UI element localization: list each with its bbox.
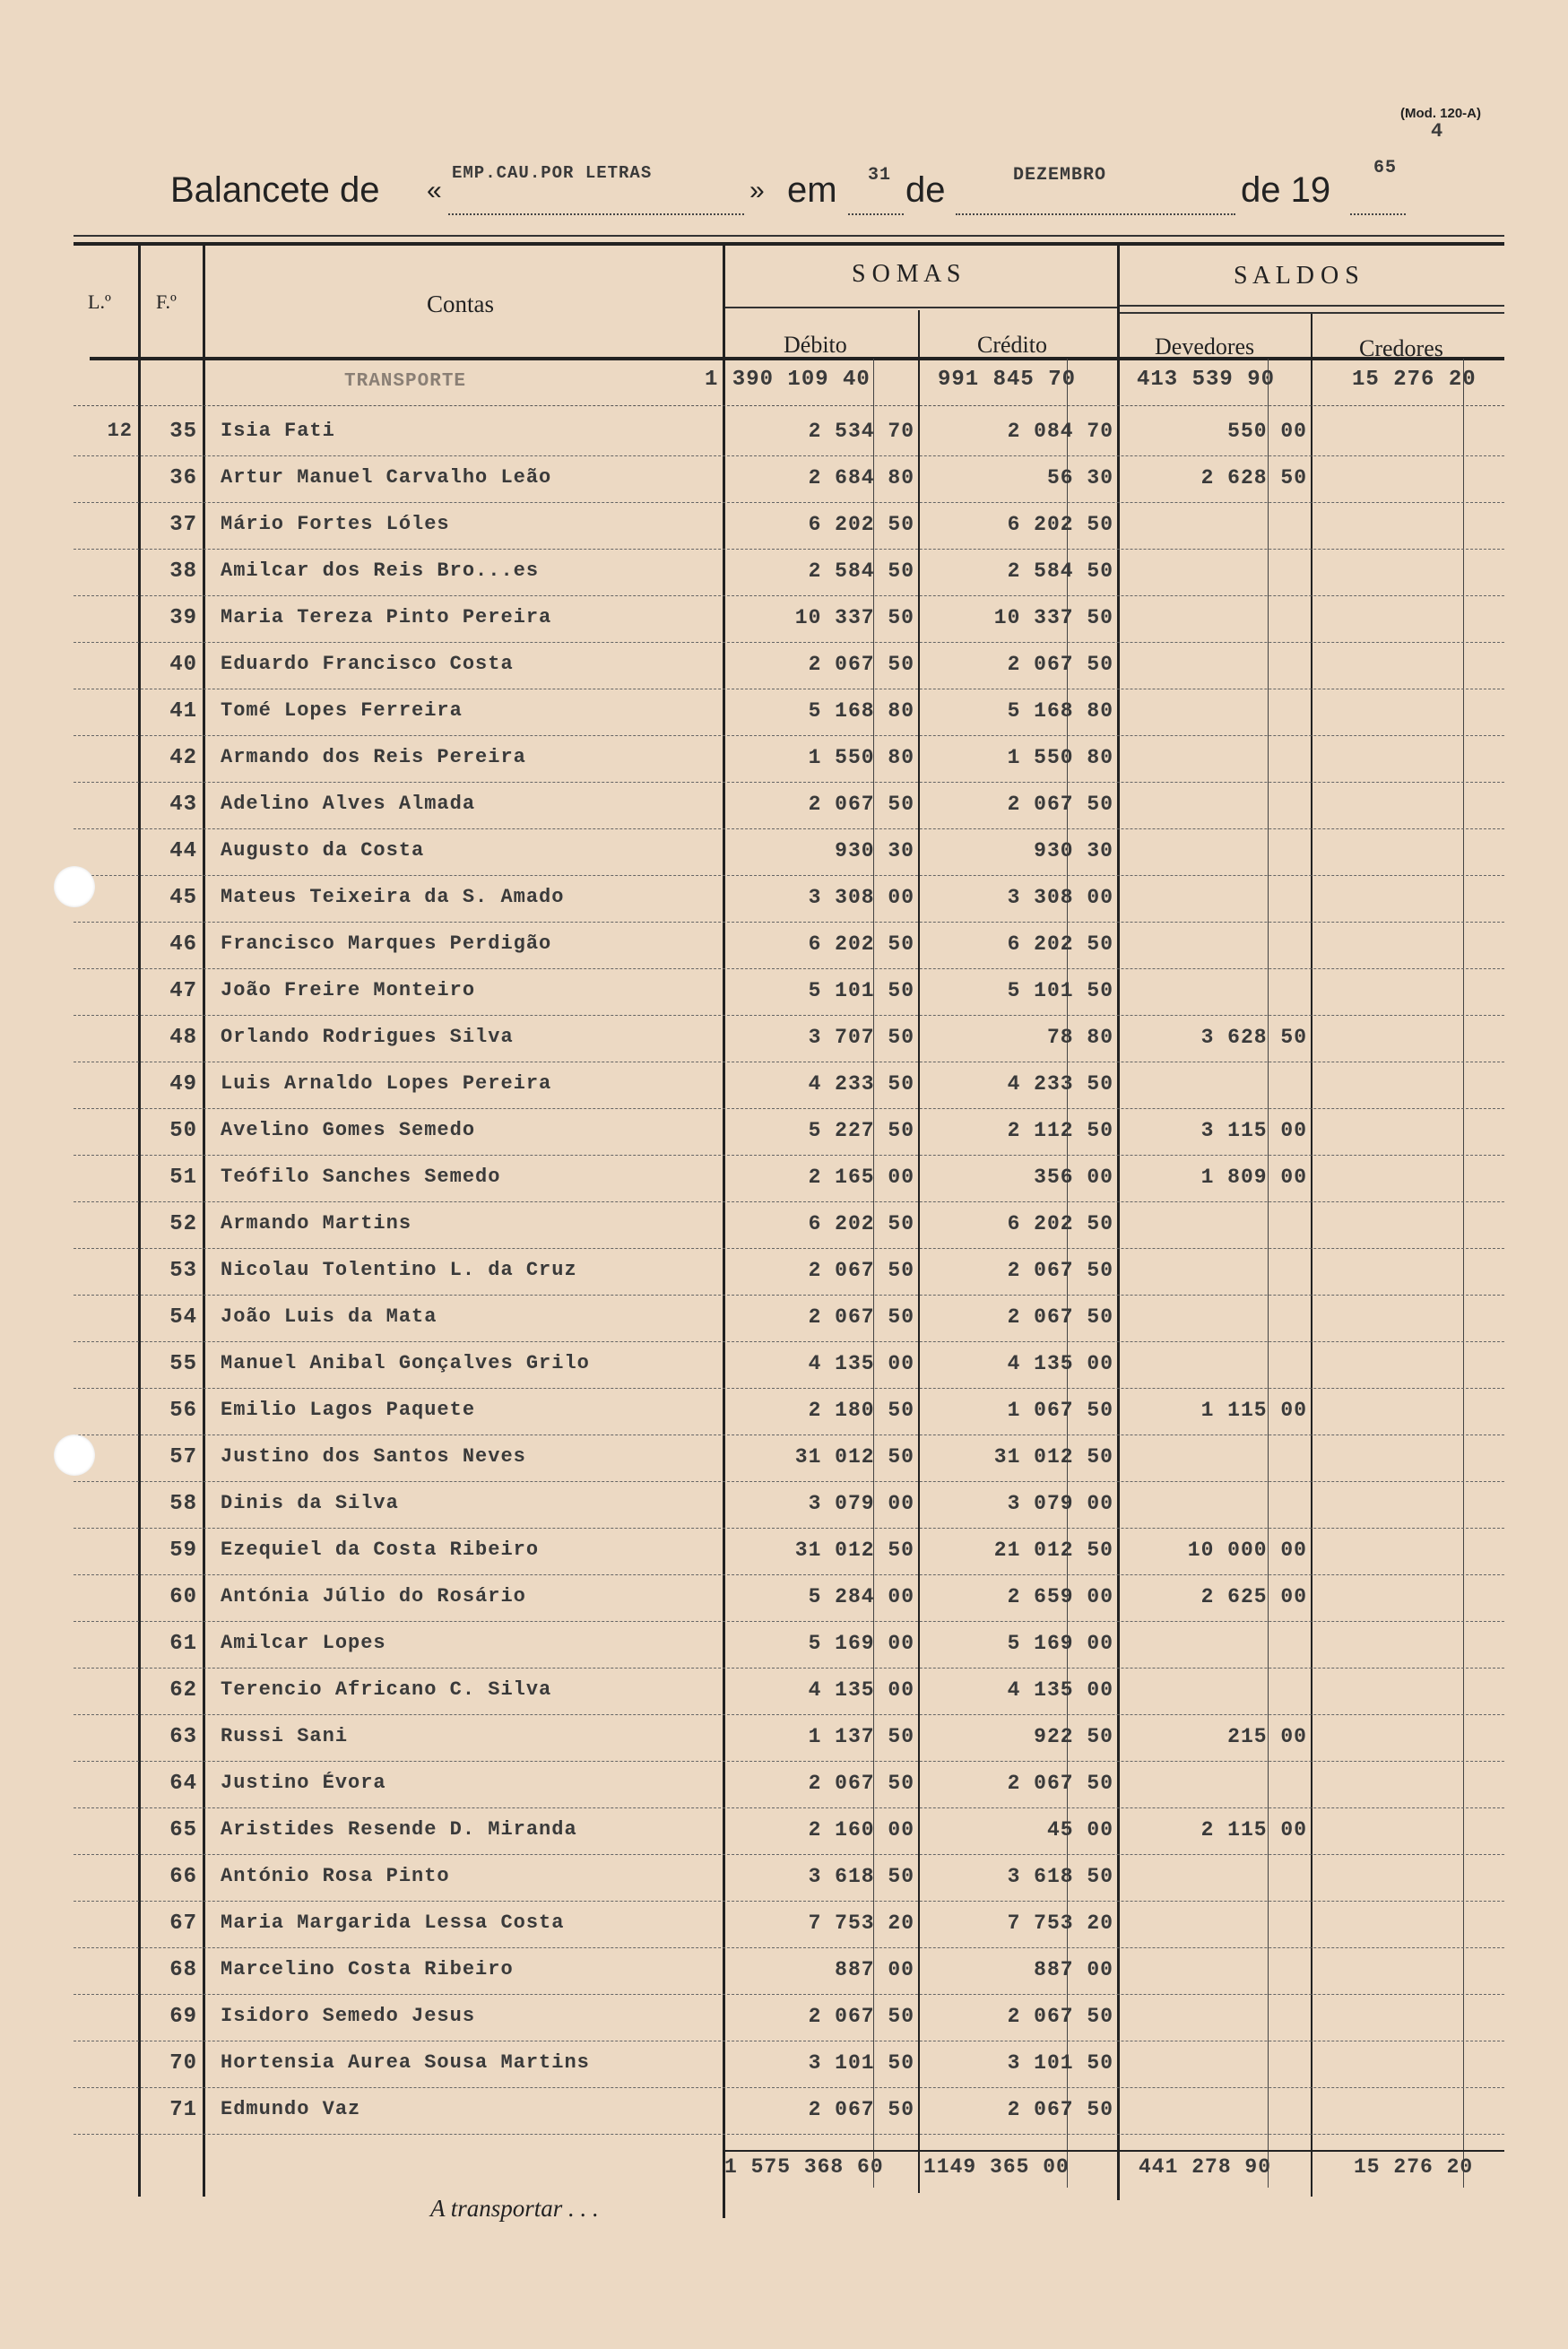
- row-rule: [74, 735, 1504, 736]
- transporte-credores: 15 276 20: [1352, 368, 1477, 392]
- row-rule: [74, 1668, 1504, 1669]
- header-debito: Débito: [784, 332, 847, 358]
- row-conta: Terencio Africano C. Silva: [221, 1678, 552, 1701]
- row-folha: 44: [169, 839, 197, 863]
- row-debito: 3 707 50: [808, 1026, 914, 1049]
- row-credito: 1 067 50: [1007, 1399, 1113, 1422]
- row-folha: 62: [169, 1678, 197, 1703]
- row-folha: 38: [169, 559, 197, 584]
- table-row: [0, 1576, 1568, 1623]
- row-debito: 2 067 50: [808, 2098, 914, 2121]
- row-folha: 43: [169, 793, 197, 817]
- row-conta: António Rosa Pinto: [221, 1865, 450, 1887]
- row-rule: [74, 455, 1504, 456]
- table-row: [0, 1296, 1568, 1343]
- row-debito: 3 308 00: [808, 886, 914, 909]
- de-label: de: [905, 170, 946, 210]
- row-credito: 4 135 00: [1007, 1678, 1113, 1702]
- row-debito: 2 067 50: [808, 653, 914, 676]
- transporte-label: TRANSPORTE: [344, 371, 467, 392]
- row-debito: 5 168 80: [808, 699, 914, 723]
- em-label: em: [787, 170, 837, 210]
- punch-hole-bottom: [54, 1435, 95, 1476]
- row-debito: 5 101 50: [808, 979, 914, 1002]
- year-underline: [1350, 213, 1406, 215]
- row-folha: 49: [169, 1072, 197, 1096]
- row-conta: Armando dos Reis Pereira: [221, 746, 526, 768]
- row-credito: 2 067 50: [1007, 1772, 1113, 1795]
- row-debito: 2 067 50: [808, 1259, 914, 1282]
- row-debito: 2 067 50: [808, 1772, 914, 1795]
- row-folha: 55: [169, 1352, 197, 1376]
- row-folha: 45: [169, 886, 197, 910]
- row-conta: Justino dos Santos Neves: [221, 1445, 526, 1468]
- row-livro: 12: [107, 420, 133, 442]
- row-credito: 2 112 50: [1007, 1119, 1113, 1142]
- row-credito: 5 168 80: [1007, 699, 1113, 723]
- row-debito: 3 079 00: [808, 1492, 914, 1515]
- row-conta: Aristides Resende D. Miranda: [221, 1818, 577, 1841]
- row-folha: 37: [169, 513, 197, 537]
- row-rule: [74, 968, 1504, 969]
- row-conta: Edmundo Vaz: [221, 2098, 361, 2120]
- row-rule: [74, 1574, 1504, 1575]
- row-devedores: 2 625 00: [1200, 1585, 1307, 1608]
- row-conta: João Freire Monteiro: [221, 979, 476, 1001]
- row-debito: 31 012 50: [794, 1539, 914, 1562]
- row-folha: 59: [169, 1539, 197, 1563]
- row-rule: [74, 1295, 1504, 1296]
- row-rule: [74, 828, 1504, 829]
- row-debito: 3 101 50: [808, 2051, 914, 2075]
- row-debito: 6 202 50: [808, 1212, 914, 1235]
- row-rule: [74, 875, 1504, 876]
- row-rule: [74, 1201, 1504, 1202]
- row-rule: [74, 642, 1504, 643]
- row-conta: Antónia Júlio do Rosário: [221, 1585, 526, 1608]
- row-credito: 922 50: [1034, 1725, 1113, 1748]
- table-row: [0, 1483, 1568, 1530]
- table-row: [0, 1763, 1568, 1809]
- row-devedores: 3 115 00: [1200, 1119, 1307, 1142]
- row-credito: 7 753 20: [1007, 1911, 1113, 1935]
- row-debito: 5 284 00: [808, 1585, 914, 1608]
- table-row: [0, 457, 1568, 504]
- row-conta: Dinis da Silva: [221, 1492, 399, 1514]
- table-row: [0, 1343, 1568, 1390]
- row-folha: 54: [169, 1305, 197, 1330]
- row-credito: 2 084 70: [1007, 420, 1113, 443]
- row-debito: 2 067 50: [808, 1305, 914, 1329]
- row-debito: 31 012 50: [794, 1445, 914, 1469]
- month-underline: [956, 213, 1235, 215]
- row-folha: 36: [169, 466, 197, 490]
- row-credito: 6 202 50: [1007, 932, 1113, 956]
- row-rule: [74, 1015, 1504, 1016]
- row-credito: 4 233 50: [1007, 1072, 1113, 1096]
- row-devedores: 3 628 50: [1200, 1026, 1307, 1049]
- row-folha: 47: [169, 979, 197, 1003]
- table-row: [0, 690, 1568, 737]
- entity-name: EMP.CAU.POR LETRAS: [452, 163, 653, 183]
- table-row: [0, 830, 1568, 877]
- row-debito: 2 684 80: [808, 466, 914, 490]
- row-rule: [74, 1155, 1504, 1156]
- row-rule: [74, 922, 1504, 923]
- header-rule-top: [74, 235, 1504, 237]
- row-folha: 39: [169, 606, 197, 630]
- row-devedores: 10 000 00: [1187, 1539, 1307, 1562]
- table-row: [0, 1436, 1568, 1483]
- row-conta: Augusto da Costa: [221, 839, 425, 862]
- row-folha: 42: [169, 746, 197, 770]
- row-rule: [74, 1621, 1504, 1622]
- row-devedores: 215 00: [1227, 1725, 1307, 1748]
- row-credito: 2 067 50: [1007, 1305, 1113, 1329]
- row-conta: Orlando Rodrigues Silva: [221, 1026, 514, 1048]
- row-conta: Armando Martins: [221, 1212, 412, 1235]
- row-conta: Ezequiel da Costa Ribeiro: [221, 1539, 540, 1561]
- row-debito: 2 067 50: [808, 793, 914, 816]
- row-credito: 930 30: [1034, 839, 1113, 862]
- row-folha: 61: [169, 1632, 197, 1656]
- table-row: [0, 1669, 1568, 1716]
- close-quote: »: [749, 176, 765, 205]
- row-credito: 2 067 50: [1007, 1259, 1113, 1282]
- row-folha: 48: [169, 1026, 197, 1050]
- table-row: [0, 597, 1568, 644]
- table-row: [0, 877, 1568, 923]
- row-credito: 31 012 50: [993, 1445, 1113, 1469]
- row-credito: 4 135 00: [1007, 1352, 1113, 1375]
- day-value: 31: [868, 165, 892, 186]
- row-folha: 65: [169, 1818, 197, 1842]
- row-credito: 2 067 50: [1007, 653, 1113, 676]
- row-debito: 7 753 20: [808, 1911, 914, 1935]
- row-credito: 2 067 50: [1007, 2005, 1113, 2028]
- table-row: [0, 737, 1568, 784]
- row-conta: Teófilo Sanches Semedo: [221, 1166, 501, 1188]
- row-conta: Manuel Anibal Gonçalves Grilo: [221, 1352, 590, 1374]
- row-folha: 40: [169, 653, 197, 677]
- row-conta: Artur Manuel Carvalho Leão: [221, 466, 552, 489]
- row-credito: 3 101 50: [1007, 2051, 1113, 2075]
- row-devedores: 1 115 00: [1200, 1399, 1307, 1422]
- row-debito: 2 534 70: [808, 420, 914, 443]
- model-label: (Mod. 120-A): [1400, 106, 1481, 121]
- row-folha: 60: [169, 1585, 197, 1609]
- header-folha: F.º: [156, 290, 177, 313]
- row-devedores: 1 809 00: [1200, 1166, 1307, 1189]
- row-rule: [74, 1108, 1504, 1109]
- row-folha: 68: [169, 1958, 197, 1982]
- row-credito: 10 337 50: [993, 606, 1113, 629]
- row-credito: 45 00: [1046, 1818, 1113, 1842]
- row-conta: Amilcar dos Reis Bro...es: [221, 559, 540, 582]
- row-credito: 2 584 50: [1007, 559, 1113, 583]
- header-credores: Credores: [1359, 335, 1443, 361]
- row-rule: [74, 2087, 1504, 2088]
- open-quote: «: [427, 176, 442, 205]
- row-debito: 6 202 50: [808, 513, 914, 536]
- totals-rule: [723, 2150, 1504, 2152]
- row-folha: 52: [169, 1212, 197, 1236]
- row-conta: Adelino Alves Almada: [221, 793, 476, 815]
- row-conta: Emilio Lagos Paquete: [221, 1399, 476, 1421]
- row-debito: 2 067 50: [808, 2005, 914, 2028]
- row-folha: 51: [169, 1166, 197, 1190]
- row-rule: [74, 2134, 1504, 2135]
- punch-hole-top: [54, 866, 95, 907]
- row-rule: [74, 549, 1504, 550]
- row-rule: [74, 502, 1504, 503]
- row-folha: 63: [169, 1725, 197, 1749]
- row-credito: 356 00: [1034, 1166, 1113, 1189]
- row-rule: [74, 1481, 1504, 1482]
- row-folha: 64: [169, 1772, 197, 1796]
- transporte-rule: [74, 405, 1504, 406]
- row-rule: [74, 1528, 1504, 1529]
- year-value: 65: [1373, 158, 1398, 178]
- table-row: [0, 644, 1568, 690]
- table-row: [0, 1157, 1568, 1203]
- table-row: [0, 1110, 1568, 1157]
- table-row: [0, 550, 1568, 597]
- row-debito: 4 233 50: [808, 1072, 914, 1096]
- table-row: [0, 970, 1568, 1017]
- header-devedores: Devedores: [1155, 334, 1255, 360]
- total-devedores: 441 278 90: [1139, 2155, 1272, 2179]
- row-credito: 6 202 50: [1007, 1212, 1113, 1235]
- row-debito: 3 618 50: [808, 1865, 914, 1888]
- row-folha: 67: [169, 1911, 197, 1936]
- row-rule: [74, 1388, 1504, 1389]
- row-debito: 5 227 50: [808, 1119, 914, 1142]
- row-rule: [74, 1947, 1504, 1948]
- header-saldos: S A L D O S: [1234, 262, 1359, 290]
- row-folha: 53: [169, 1259, 197, 1283]
- row-credito: 6 202 50: [1007, 513, 1113, 536]
- row-folha: 58: [169, 1492, 197, 1516]
- row-credito: 2 659 00: [1007, 1585, 1113, 1608]
- row-folha: 70: [169, 2051, 197, 2076]
- row-debito: 930 30: [835, 839, 914, 862]
- row-debito: 10 337 50: [794, 606, 914, 629]
- table-row: [0, 1716, 1568, 1763]
- table-row: [0, 411, 1568, 457]
- table-row: [0, 1250, 1568, 1296]
- transporte-credito: 991 845 70: [938, 368, 1077, 392]
- row-rule: [74, 1994, 1504, 1995]
- table-row: [0, 1203, 1568, 1250]
- total-debito: 1 575 368 60: [724, 2155, 884, 2179]
- table-row: [0, 1530, 1568, 1576]
- row-credito: 3 079 00: [1007, 1492, 1113, 1515]
- total-credito: 1149 365 00: [923, 2155, 1070, 2179]
- row-credito: 78 80: [1046, 1026, 1113, 1049]
- day-underline: [848, 213, 904, 215]
- title-prefix: Balancete de: [170, 170, 380, 210]
- transporte-devedores: 413 539 90: [1137, 368, 1276, 392]
- row-rule: [74, 1901, 1504, 1902]
- row-rule: [74, 1807, 1504, 1808]
- row-debito: 1 550 80: [808, 746, 914, 769]
- table-row: [0, 2089, 1568, 2136]
- row-debito: 1 137 50: [808, 1725, 914, 1748]
- row-devedores: 550 00: [1227, 420, 1307, 443]
- row-credito: 21 012 50: [993, 1539, 1113, 1562]
- a-transportar-label: A transportar . . .: [430, 2195, 599, 2222]
- row-credito: 56 30: [1046, 466, 1113, 490]
- row-conta: Russi Sani: [221, 1725, 349, 1747]
- header-livro: L.º: [88, 290, 111, 313]
- table-row: [0, 1809, 1568, 1856]
- table-row: [0, 1390, 1568, 1436]
- row-credito: 2 067 50: [1007, 793, 1113, 816]
- header-credito: Crédito: [977, 332, 1047, 358]
- row-conta: Justino Évora: [221, 1772, 386, 1794]
- table-row: [0, 784, 1568, 830]
- row-folha: 66: [169, 1865, 197, 1889]
- row-conta: Nicolau Tolentino L. da Cruz: [221, 1259, 577, 1281]
- row-conta: Isidoro Semedo Jesus: [221, 2005, 476, 2027]
- row-rule: [74, 595, 1504, 596]
- table-row: [0, 1996, 1568, 2042]
- row-folha: 57: [169, 1445, 197, 1469]
- row-conta: João Luis da Mata: [221, 1305, 437, 1328]
- table-row: [0, 1017, 1568, 1063]
- row-rule: [74, 1341, 1504, 1342]
- table-row: [0, 1949, 1568, 1996]
- header-bottom-rule: [90, 357, 1504, 360]
- table-row: [0, 923, 1568, 970]
- row-folha: 71: [169, 2098, 197, 2122]
- row-folha: 69: [169, 2005, 197, 2029]
- row-conta: Luis Arnaldo Lopes Pereira: [221, 1072, 552, 1095]
- row-devedores: 2 628 50: [1200, 466, 1307, 490]
- row-conta: Maria Tereza Pinto Pereira: [221, 606, 552, 628]
- row-conta: Mateus Teixeira da S. Amado: [221, 886, 565, 908]
- row-conta: Francisco Marques Perdigão: [221, 932, 552, 955]
- row-rule: [74, 1248, 1504, 1249]
- somas-underline: [723, 307, 1117, 308]
- row-conta: Marcelino Costa Ribeiro: [221, 1958, 514, 1981]
- row-rule: [74, 1854, 1504, 1855]
- row-conta: Tomé Lopes Ferreira: [221, 699, 463, 722]
- row-rule: [74, 1761, 1504, 1762]
- row-credito: 5 101 50: [1007, 979, 1113, 1002]
- table-row: [0, 1063, 1568, 1110]
- row-folha: 50: [169, 1119, 197, 1143]
- row-credito: 5 169 00: [1007, 1632, 1113, 1655]
- row-conta: Mário Fortes Lóles: [221, 513, 450, 535]
- page-number: 4: [1431, 120, 1444, 143]
- row-debito: 4 135 00: [808, 1678, 914, 1702]
- month-value: DEZEMBRO: [1013, 165, 1107, 186]
- saldos-underline: [1117, 305, 1504, 307]
- row-debito: 2 160 00: [808, 1818, 914, 1842]
- header-contas: Contas: [427, 290, 495, 317]
- row-credito: 3 618 50: [1007, 1865, 1113, 1888]
- row-debito: 887 00: [835, 1958, 914, 1981]
- row-conta: Maria Margarida Lessa Costa: [221, 1911, 565, 1934]
- row-conta: Isia Fati: [221, 420, 335, 442]
- table-row: [0, 504, 1568, 550]
- total-credores: 15 276 20: [1354, 2155, 1474, 2179]
- row-debito: 2 584 50: [808, 559, 914, 583]
- row-debito: 2 180 50: [808, 1399, 914, 1422]
- row-devedores: 2 115 00: [1200, 1818, 1307, 1842]
- row-credito: 1 550 80: [1007, 746, 1113, 769]
- table-row: [0, 1623, 1568, 1669]
- entity-underline: [448, 213, 744, 215]
- row-debito: 2 165 00: [808, 1166, 914, 1189]
- transporte-debito: 1 390 109 40: [705, 368, 871, 392]
- row-debito: 5 169 00: [808, 1632, 914, 1655]
- row-credito: 887 00: [1034, 1958, 1113, 1981]
- row-conta: Eduardo Francisco Costa: [221, 653, 514, 675]
- header-somas: S O M A S: [852, 260, 961, 288]
- row-folha: 56: [169, 1399, 197, 1423]
- table-row: [0, 2042, 1568, 2089]
- row-folha: 41: [169, 699, 197, 724]
- row-conta: Hortensia Aurea Sousa Martins: [221, 2051, 590, 2074]
- row-credito: 3 308 00: [1007, 886, 1113, 909]
- table-row: [0, 1903, 1568, 1949]
- row-folha: 35: [169, 420, 197, 444]
- row-rule: [74, 782, 1504, 783]
- row-folha: 46: [169, 932, 197, 957]
- header-rule-top-2: [74, 242, 1504, 246]
- row-credito: 2 067 50: [1007, 2098, 1113, 2121]
- row-conta: Amilcar Lopes: [221, 1632, 386, 1654]
- row-debito: 6 202 50: [808, 932, 914, 956]
- de-19-label: de 19: [1241, 170, 1331, 210]
- row-rule: [74, 1714, 1504, 1715]
- row-conta: Avelino Gomes Semedo: [221, 1119, 476, 1141]
- table-row: [0, 1856, 1568, 1903]
- row-debito: 4 135 00: [808, 1352, 914, 1375]
